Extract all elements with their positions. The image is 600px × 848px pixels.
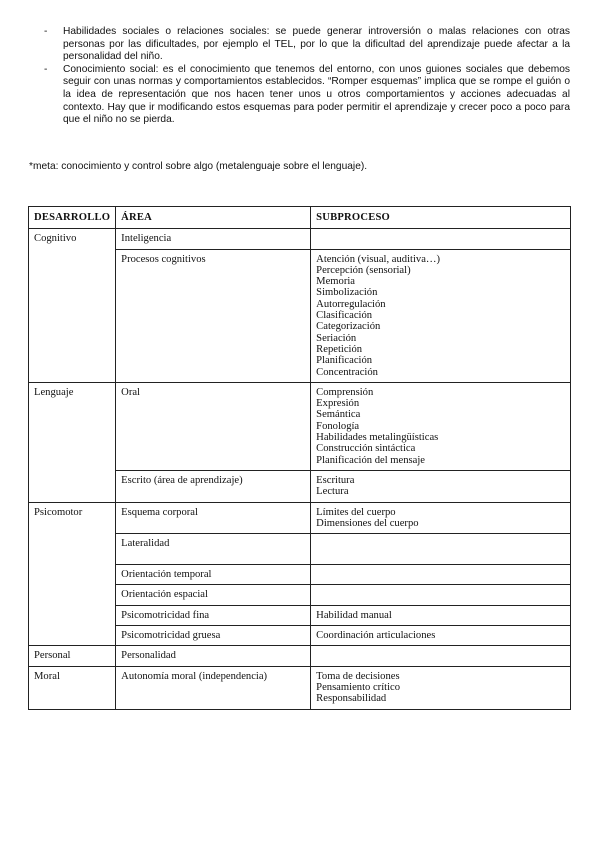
subprocess-item: Pensamiento crítico bbox=[316, 681, 401, 693]
subprocess-cell bbox=[311, 382, 571, 470]
subprocess-item: Concentración bbox=[316, 366, 378, 378]
subprocess-cell bbox=[311, 626, 571, 646]
subprocess-item: Categorización bbox=[316, 321, 381, 333]
subprocess-item: Simbolización bbox=[316, 287, 378, 299]
development-cell: Personal bbox=[29, 646, 116, 666]
header-area: ÁREA bbox=[116, 207, 311, 229]
bullet-list bbox=[40, 26, 570, 127]
development-cell: Lenguaje bbox=[29, 382, 116, 502]
area-cell: Oral bbox=[116, 382, 311, 470]
subprocess-item: Habilidades metalingüísticas bbox=[316, 432, 439, 444]
subprocess-item: Percepción (sensorial) bbox=[316, 264, 411, 276]
subprocess-item: Expresión bbox=[316, 398, 360, 410]
subprocess-cell bbox=[311, 470, 571, 502]
area-cell: Orientación espacial bbox=[116, 585, 311, 605]
header-desarrollo: DESARROLLO bbox=[29, 207, 116, 229]
subprocess-item: Habilidad manual bbox=[316, 609, 392, 621]
subprocess-item: Autorregulación bbox=[316, 298, 386, 310]
subprocess-item: Coordinación articulaciones bbox=[316, 630, 436, 642]
subprocess-item: Seriación bbox=[316, 332, 357, 344]
subprocess-item: Lectura bbox=[316, 486, 349, 498]
subprocess-item: Semántica bbox=[316, 409, 361, 421]
area-cell: Orientación temporal bbox=[116, 565, 311, 585]
subprocess-cell bbox=[311, 666, 571, 709]
bullet-text: Conocimiento social: es el conocimiento que tenemos del entorno, con unos guiones sociales que debemos seguir con unas normas y comportamientos establecidos. “Romper esquemas” implica que se rompe el guión o la idea de representación que nos hacen tener unos u otros comportamientos y acciones adecuadas al contexto. Hay que ir modificando estos esquemas para poder permitir el aprendizaje y crecer poco a poco para que el niño no se pierda. bbox=[63, 63, 570, 126]
area-cell: Inteligencia bbox=[116, 229, 311, 249]
subprocess-cell bbox=[311, 249, 571, 382]
bullet-text: Habilidades sociales o relaciones sociales: se puede generar introversión o malas relaciones con otras personas por las dificultades, por ejemplo el TEL, por lo que la dificultad del aprendizaje puede afectar a la personalidad del niño. bbox=[63, 26, 570, 63]
area-cell: Esquema corporal bbox=[116, 502, 311, 534]
subprocess-cell bbox=[311, 605, 571, 625]
area-cell: Personalidad bbox=[116, 646, 311, 666]
area-cell: Psicomotricidad fina bbox=[116, 605, 311, 625]
table-row bbox=[29, 382, 571, 470]
bullet-dash: - bbox=[44, 63, 48, 75]
development-cell: Cognitivo bbox=[29, 229, 116, 383]
header-subproceso: SUBPROCESO bbox=[311, 207, 571, 229]
table-row bbox=[29, 646, 571, 666]
bullet-dash: - bbox=[44, 26, 48, 37]
table-row bbox=[29, 502, 571, 534]
subprocess-item: Planificación bbox=[316, 355, 373, 367]
area-cell: Procesos cognitivos bbox=[116, 249, 311, 382]
development-cell: Psicomotor bbox=[29, 502, 116, 646]
subprocess-cell bbox=[311, 585, 571, 605]
subprocess-cell bbox=[311, 565, 571, 585]
subprocess-item: Repetición bbox=[316, 343, 363, 355]
subprocess-item: Construcción sintáctica bbox=[316, 443, 416, 455]
table-row bbox=[29, 229, 571, 249]
subprocess-cell bbox=[311, 502, 571, 534]
development-table bbox=[28, 206, 571, 710]
subprocess-item: Fonología bbox=[316, 420, 360, 432]
subprocess-item: Atención (visual, auditiva…) bbox=[316, 253, 441, 265]
subprocess-item: Escritura bbox=[316, 474, 355, 486]
subprocess-item: Memoria bbox=[316, 276, 356, 288]
area-cell: Autonomía moral (independencia) bbox=[116, 666, 311, 709]
subprocess-item: Planificación del mensaje bbox=[316, 454, 426, 466]
area-cell: Psicomotricidad gruesa bbox=[116, 626, 311, 646]
footnote: *meta: conocimiento y control sobre algo (metalenguaje sobre el lenguaje). bbox=[29, 161, 368, 172]
area-cell: Lateralidad bbox=[116, 534, 311, 565]
subprocess-item: Responsabilidad bbox=[316, 693, 387, 705]
table-row bbox=[29, 666, 571, 709]
subprocess-item: Toma de decisiones bbox=[316, 670, 400, 682]
subprocess-cell bbox=[311, 229, 571, 249]
subprocess-cell bbox=[311, 534, 571, 565]
subprocess-item: Comprensión bbox=[316, 386, 374, 398]
subprocess-cell bbox=[311, 646, 571, 666]
subprocess-item: Dimensiones del cuerpo bbox=[316, 517, 419, 529]
subprocess-item: Límites del cuerpo bbox=[316, 506, 396, 518]
bullet-item bbox=[40, 26, 570, 64]
subprocess-item: Clasificación bbox=[316, 310, 373, 322]
area-cell: Escrito (área de aprendizaje) bbox=[116, 470, 311, 502]
bullet-item bbox=[40, 64, 570, 127]
table-header-row bbox=[29, 207, 571, 229]
development-cell: Moral bbox=[29, 666, 116, 709]
